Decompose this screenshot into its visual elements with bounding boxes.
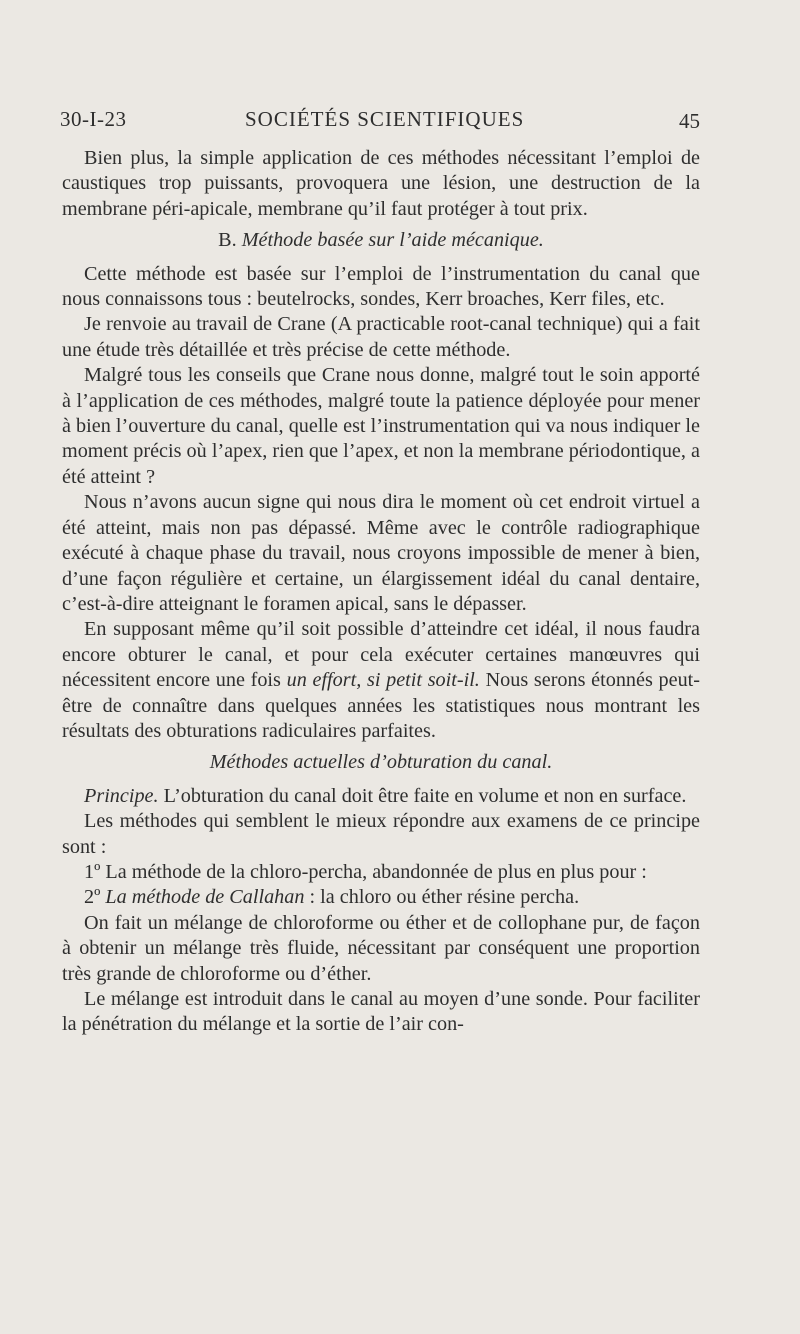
principle-text: L’obturation du canal doit être faite en volume et non en surface.: [163, 784, 687, 807]
page-number: 45: [679, 109, 700, 133]
paragraph-3: Je renvoie au travail de Crane (A practicable root-canal technique) qui a fait une étude très détaillée et très précise de cette méthode.: [62, 313, 700, 361]
section-heading-b: [62, 228, 700, 253]
list-item-1-text: La méthode de la chloro-percha, abandonnée de plus en plus pour :: [105, 860, 647, 883]
header-journal-title: SOCIÉTÉS SCIENTIFIQUES: [245, 107, 525, 131]
paragraph-2: Cette méthode est basée sur l’emploi de l’instrumentation du canal que nous connaissons tous : beutelrocks, sondes, Kerr broaches, Kerr files, etc.: [62, 262, 700, 311]
page-body: [62, 146, 700, 1038]
paragraph-6-end: Nous serons étonnés peut-être de connaître dans quelques années les statistiques nous montrant les résultats des obturations radiculaires parfaites.: [62, 669, 701, 742]
list-item-2-number: 2º: [84, 886, 101, 909]
paragraph-5: Nous n’avons aucun signe qui nous dira le moment où cet endroit virtuel a été atteint, mais non pas dépassé. Même avec le contrôle radiographique exécuté à chaque phase du travail, nous croyons impossible de mener à bien, d’une façon régulière et certaine, un élargissement idéal du canal dentaire, c’est-à-dire atteignant le foramen apical, sans le dépasser.: [62, 491, 700, 615]
principle-label: Principe.: [84, 784, 159, 807]
paragraph-1: Bien plus, la simple application de ces méthodes nécessitant l’emploi de caustiques trop puissants, provoquera une lésion, une destruction de la membrane péri-apicale, membrane qu’il faut protéger à tout prix.: [62, 147, 700, 220]
list-item-1: [62, 860, 700, 885]
paragraph-9: Le mélange est introduit dans le canal au moyen d’une sonde. Pour faciliter la pénétration du mélange et la sortie de l’air con-: [62, 988, 700, 1036]
principle-paragraph: [62, 784, 700, 809]
paragraph-4: Malgré tous les conseils que Crane nous donne, malgré tout le soin apporté à l’application de ces méthodes, malgré toute la patience déployée pour mener à bien l’ouverture du canal, quelle est l’instrumentation qui va nous indiquer le moment précis où l’apex, rien que l’apex, et non la membrane périodontique, a été atteint ?: [62, 364, 700, 488]
paragraph-7: Les méthodes qui semblent le mieux répondre aux examens de ce principe sont :: [62, 810, 700, 858]
list-item-2: [62, 885, 700, 910]
paragraph-6-italic: un effort, si petit soit-il.: [286, 669, 480, 692]
running-header: [60, 107, 706, 137]
paragraph-8: On fait un mélange de chloroforme ou éther et de collophane pur, de façon à obtenir un mélange très fluide, nécessitant par conséquent une proportion très grande de chloroforme ou d’éther.: [62, 911, 700, 985]
list-item-1-number: 1º: [84, 860, 101, 883]
paragraph-6-start: En supposant même qu’il soit possible d’atteindre cet idéal, il nous faudra encore obturer le canal, et pour cela exécuter certaines manœuvres qui nécessitent encore une fois: [62, 618, 700, 692]
header-date: 30-I-23: [60, 107, 127, 131]
section-heading-b-prefix: B.: [218, 229, 237, 252]
section-heading-b-title: Méthode basée sur l’aide mécanique.: [241, 229, 544, 252]
list-item-2-italic: La méthode de Callahan: [105, 886, 305, 909]
section-heading-methods: Méthodes actuelles d’obturation du canal.: [209, 751, 553, 774]
list-item-2-text: : la chloro ou éther résine percha.: [309, 886, 580, 909]
paragraph-6: [62, 617, 700, 744]
